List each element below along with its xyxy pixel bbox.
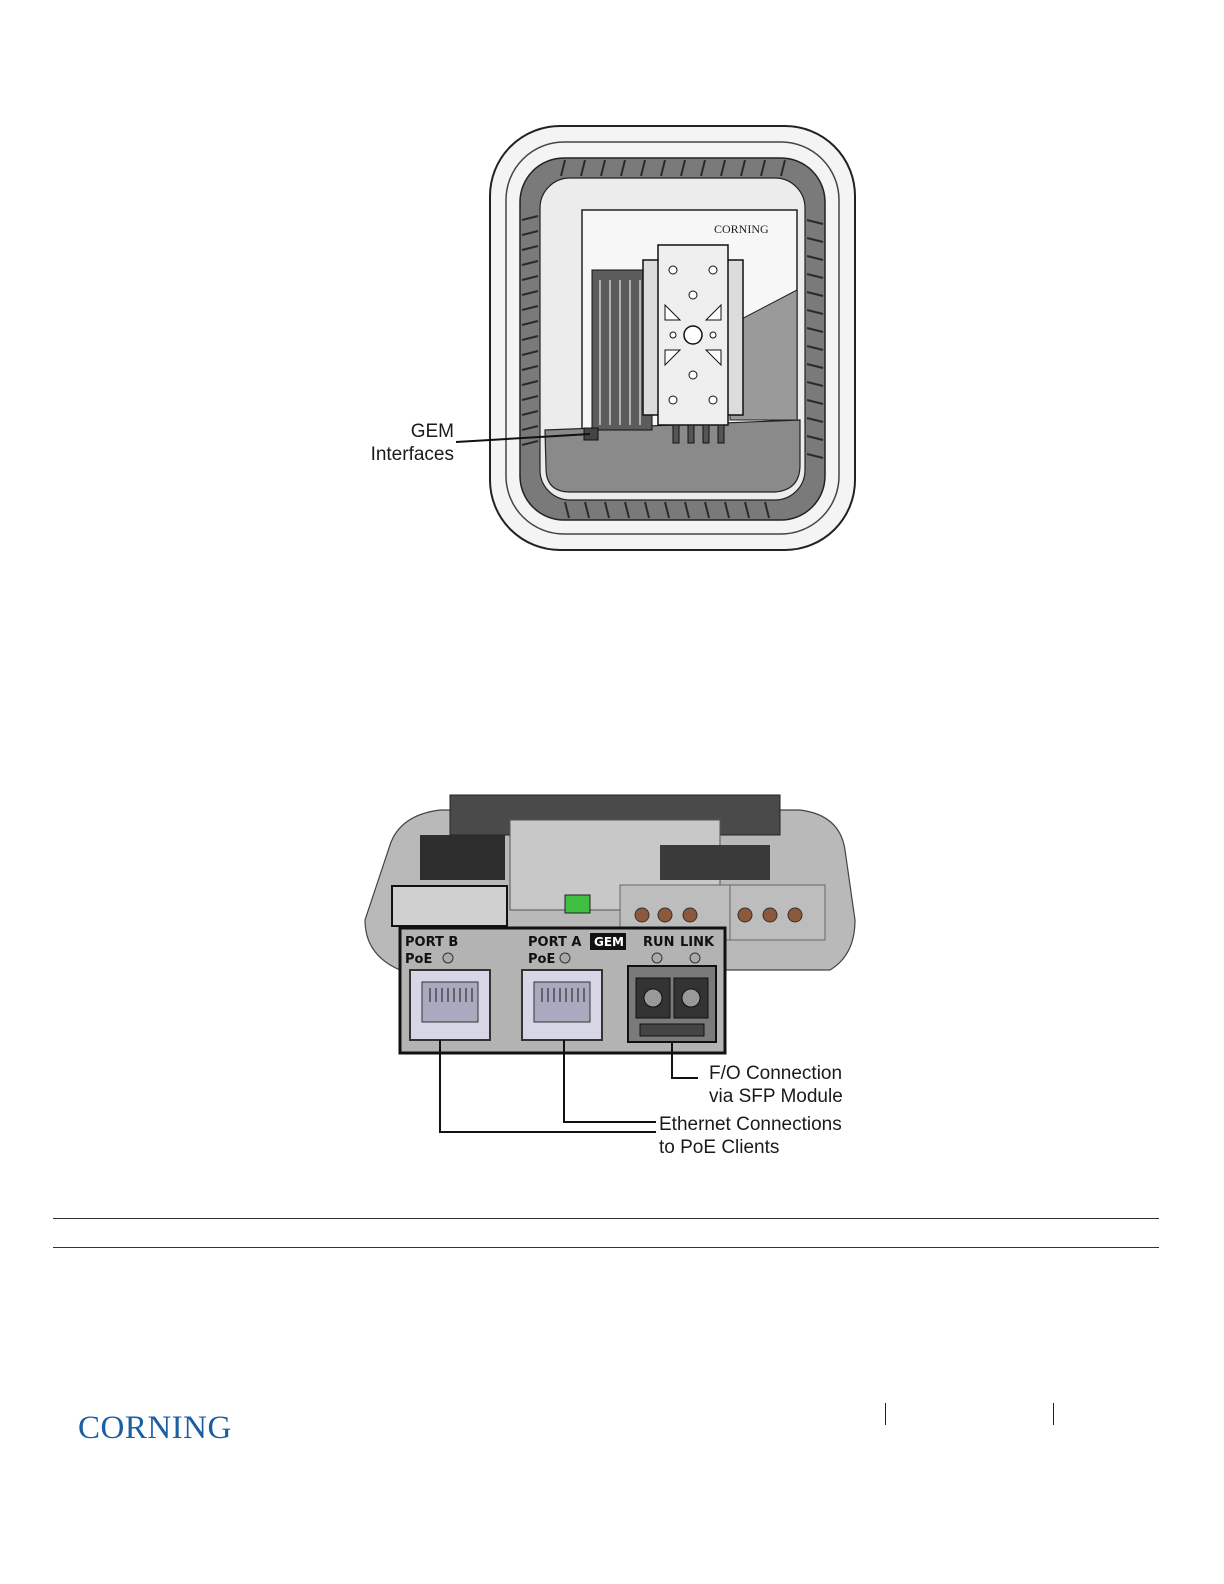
port-a-label: PORT A: [528, 935, 582, 950]
callout-line-2: via SFP Module: [709, 1086, 843, 1107]
corning-logo: CORNING: [78, 1410, 232, 1446]
figure-1: [360, 120, 860, 560]
device-brand-label: CORNING: [714, 222, 769, 236]
callout-line-1: GEM: [410, 421, 454, 442]
figure-2: [360, 790, 860, 1160]
device-bottom-illustration: [360, 120, 860, 560]
port-b-label: PORT B: [405, 935, 459, 950]
horizontal-rule-bottom: [53, 1247, 1159, 1248]
run-label: RUN: [643, 935, 675, 950]
port-a-poe-label: PoE: [528, 952, 556, 967]
callout-line-1: Ethernet Connections: [659, 1114, 842, 1135]
ethernet-connections-callout: [659, 1113, 842, 1159]
link-label: LINK: [680, 935, 715, 950]
gem-badge: GEM: [594, 935, 624, 949]
footer-separator-right: [1053, 1403, 1054, 1425]
callout-line-1: F/O Connection: [709, 1063, 843, 1084]
callout-line-2: to PoE Clients: [659, 1137, 780, 1158]
fo-connection-callout: [709, 1062, 843, 1108]
footer-separator-left: [885, 1403, 886, 1425]
callout-line-2: Interfaces: [370, 444, 454, 465]
port-b-poe-label: PoE: [405, 952, 433, 967]
gem-interfaces-callout: [360, 420, 454, 466]
horizontal-rule-top: [53, 1218, 1159, 1219]
